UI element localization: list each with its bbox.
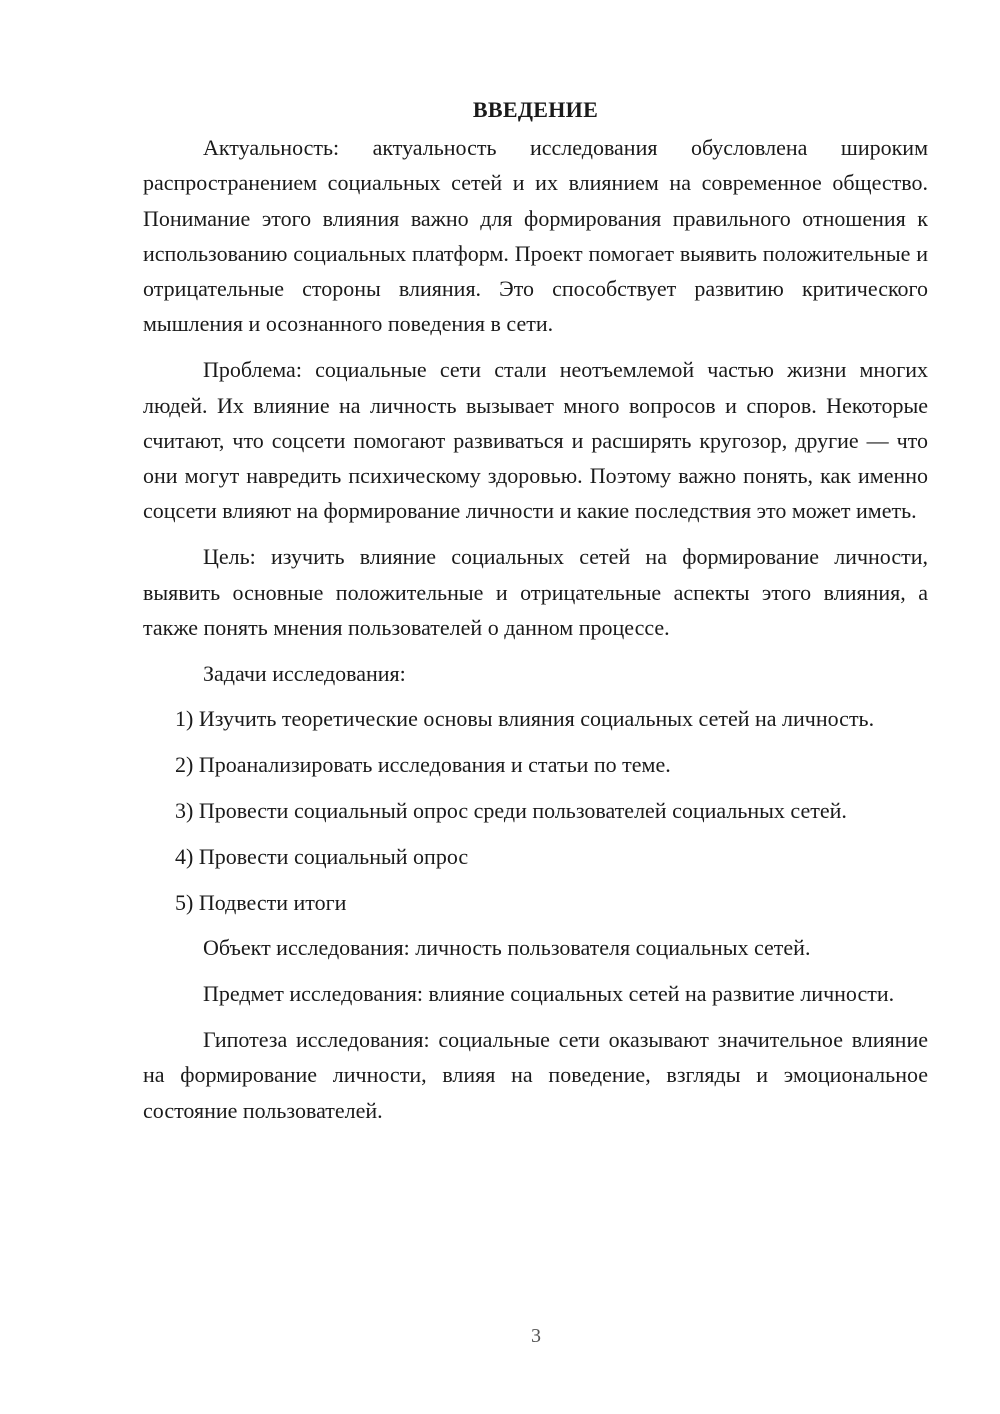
task-item-5: 5) Подвести итоги [175,889,347,915]
paragraph-problem: Проблема: социальные сети стали неотъемлемой частью жизни многих людей. Их влияние на личность вызывает много вопросов и споров. Некоторые считают, что соцсети помогают развиваться и расширять кругозор, другие — что они могут навредить психическому здоровью. Поэтому важно понять, как именно соцсети влияют на формирование личности и какие последствия это может иметь. [143,357,928,524]
paragraph-goal: Цель: изучить влияние социальных сетей на формирование личности, выявить основные положительные и отрицательные аспекты этого влияния, а также понять мнения пользователей о данном процессе. [143,544,928,640]
page-number: 3 [531,1325,541,1347]
paragraph-object: Объект исследования: личность пользователя социальных сетей. [203,935,811,961]
paragraph-tasks-heading: Задачи исследования: [203,660,406,686]
paragraph-hypothesis: Гипотеза исследования: социальные сети оказывают значительное влияние на формирование личности, влияя на поведение, взгляды и эмоциональное состояние пользователей. [143,1027,928,1123]
task-item-2: 2) Проанализировать исследования и статьи по теме. [175,752,671,778]
task-item-3: 3) Провести социальный опрос среди пользователей социальных сетей. [175,798,847,824]
paragraph-relevance: Актуальность: актуальность исследования обусловлена широким распространением социальных сетей и их влиянием на современное общество. Понимание этого влияния важно для формирования правильного отношения к использованию социальных платформ. Проект помогает выявить положительные и отрицательные стороны влияния. Это способствует развитию критического мышления и осознанного поведения в сети. [143,135,928,337]
task-item-1: 1) Изучить теоретические основы влияния социальных сетей на личность. [175,706,875,732]
section-title: ВВЕДЕНИЕ [472,97,599,122]
document-page [143,92,928,1128]
paragraph-subject: Предмет исследования: влияние социальных сетей на развитие личности. [203,981,895,1007]
task-item-4: 4) Провести социальный опрос [175,843,469,869]
